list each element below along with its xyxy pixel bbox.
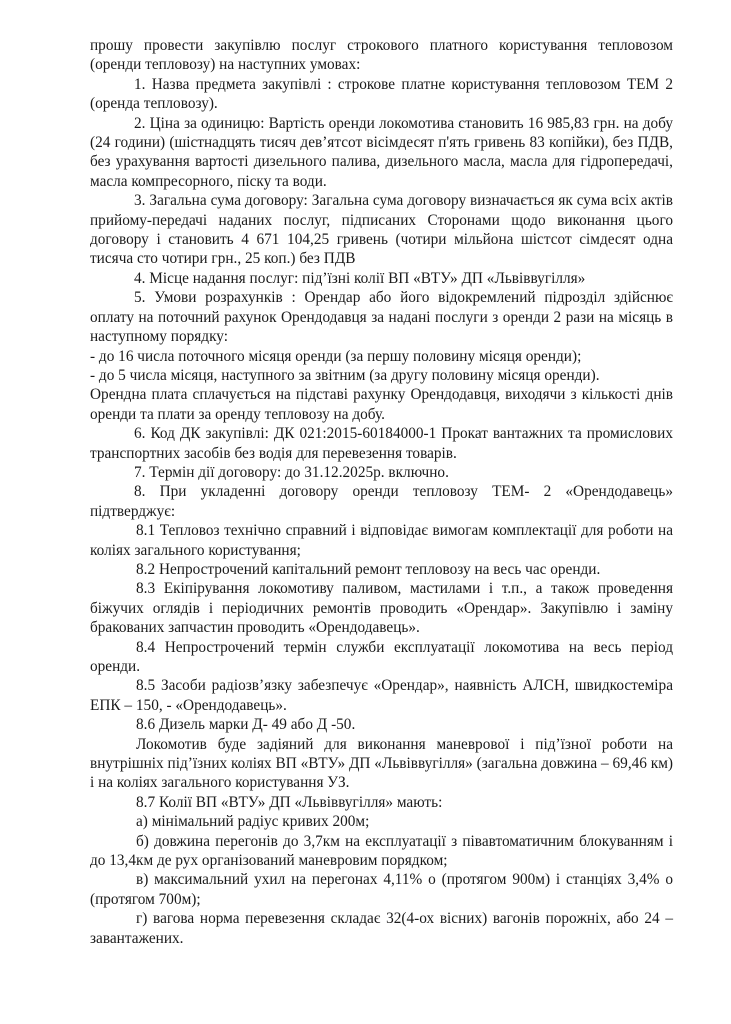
paragraph-item-8-5: 8.5 Засоби радіозв’язку забезпечує «Орендар», наявність АЛСН, швидкостеміра ЕПК – 150, - «Орендодавець». (90, 677, 673, 714)
paragraph-item-7-term: 7. Термін дії договору: до 31.12.2025р. включно. (134, 463, 449, 481)
paragraph-item-2-price: 2. Ціна за одиницю: Вартість оренди локомотива становить 16 985,83 грн. на добу (24 години) (шістнадцять тисяч дев’ятсот вісімдесят п'ять гривень 83 копійки), без ПДВ, без урахування вартості дизельного палива, дизельного масла, масла для гідропередачі, масла компресорного, піску та води. (90, 114, 673, 190)
paragraph-item-8-3: 8.3 Екіпірування локомотиву паливом, мастилами і т.п., а також проведення біжучих оглядів і періодичних ремонтів проводить «Орендар». Закупівлю і заміну бракованих запчастин проводить «Орендодавець». (90, 580, 673, 637)
paragraph-payment-term-1: - до 16 числа поточного місяця оренди (за першу половину місяця оренди); (90, 347, 582, 365)
paragraph-item-8-7-b: б) довжина перегонів до 3,7км на експлуатації з півавтоматичним блокуванням і до 13,4км де рух організований маневровим порядком; (90, 832, 673, 870)
paragraph-item-8-7-a: а) мінімальний радіус кривих 200м; (136, 813, 370, 831)
paragraph-item-8-2: 8.2 Непрострочений капітальний ремонт тепловозу на весь час оренди. (136, 560, 601, 578)
paragraph-item-8-7-c: в) максимальний ухил на перегонах 4,11% о (протягом 900м) і станціях 3,4% о (протягом 700м); (90, 871, 673, 908)
paragraph-item-8-1: 8.1 Тепловоз технічно справний і відповідає вимогам комплектації для роботи на коліях загального користування; (90, 522, 673, 559)
paragraph-payment-term-2: - до 5 числа місяця, наступного за звітним (за другу половину місяця оренди). (90, 366, 600, 384)
paragraph-rent-basis: Орендна плата сплачується на підставі рахунку Орендодавця, виходячи з кількості днів оренди та плати за оренду тепловозу на добу. (90, 386, 673, 423)
paragraph-item-4-place: 4. Місце надання послуг: під’їзні колії ВП «ВТУ» ДП «Львіввугілля» (134, 269, 586, 287)
paragraph-item-8-7-d: г) вагова норма перевезення складає 32(4-ох вісних) вагонів порожніх, або 24 – завантажених. (90, 910, 673, 947)
paragraph-item-8-6: 8.6 Дизель марки Д- 49 або Д -50. (136, 716, 356, 734)
paragraph-locomotive-usage: Локомотив буде задіяний для виконання маневрової і під’їзної роботи на внутрішніх під’їзних коліях ВП «ВТУ» ДП «Львіввугілля» (загальна довжина – 69,46 км) і на коліях загального користування УЗ. (90, 735, 673, 792)
paragraph-item-8-4: 8.4 Непрострочений термін служби експлуатації локомотива на весь період оренди. (90, 638, 673, 675)
paragraph-item-5-payment: 5. Умови розрахунків : Орендар або його відокремлений підрозділ здійснює оплату на поточний рахунок Орендодавця за надані послуги з оренди 2 рази на місяць в наступному порядку: (90, 289, 673, 346)
paragraph-item-3-total: 3. Загальна сума договору: Загальна сума договору визначається як сума всіх актів прийому-передачі наданих послуг, підписаних Сторонами щодо виконання цього договору і становить 4 671 104,25 гривень (чотири мільйона шістсот сімдесят одна тисяча сто чотири грн., 25 коп.) без ПДВ (90, 192, 673, 268)
paragraph-item-8-7: 8.7 Колії ВП «ВТУ» ДП «Львіввугілля» мають: (136, 793, 443, 811)
paragraph-intro: прошу провести закупівлю послуг строкового платного користування тепловозом (оренди тепловозу) на наступних умовах: (90, 37, 673, 74)
paragraph-item-1: 1. Назва предмета закупівлі : строкове платне користування тепловозом ТЕМ 2 (оренда тепловозу). (90, 75, 673, 113)
paragraph-item-6-code: 6. Код ДК закупівлі: ДК 021:2015-60184000-1 Прокат вантажних та промислових транспортних засобів без водія для перевезення товарів. (90, 425, 673, 462)
paragraph-item-8-conditions: 8. При укладенні договору оренди тепловозу ТЕМ- 2 «Орендодавець» підтверджує: (90, 483, 673, 520)
